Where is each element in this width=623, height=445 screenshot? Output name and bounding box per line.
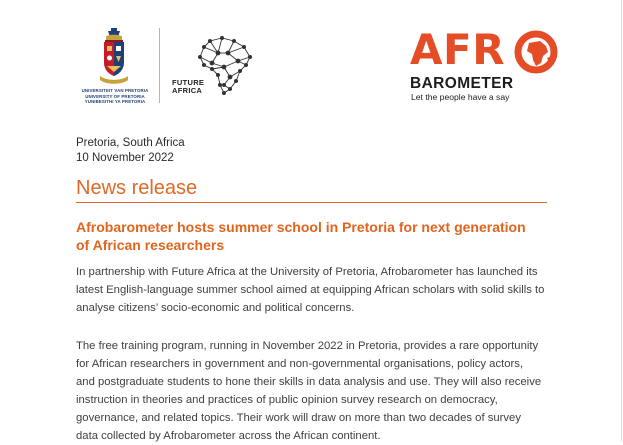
paragraph-2-line: instruction in theories and practices of public opinion survey research on democracy, [76,394,498,406]
future-africa-logo [168,35,258,103]
up-name-text [76,88,154,105]
afrobarometer-logo [410,25,560,103]
paragraph-1-line: latest English-language summer school aimed at equipping African scholars with solid skills to [76,284,545,296]
afrobarometer-wordmark: AFR [410,25,506,74]
future-africa-line-2: AFRICA [172,85,203,95]
africa-circle-icon [514,30,558,74]
paragraph-2-line: The free training program, running in November 2022 in Pretoria, provides a rare opportunity [76,340,539,352]
headline-line-2: of African researchers [76,237,225,253]
paragraph-2 [76,337,556,445]
logo-divider [159,28,160,103]
paragraph-1 [76,263,556,317]
paragraph-1-line: In partnership with Future Africa at the University of Pretoria, Afrobarometer has launched its [76,266,538,278]
paragraph-2-line: and postgraduate students to hone their skills in data analysis and use. They will also receive [76,376,542,388]
up-name-line-2: UNIVERSITY OF PRETORIA [85,93,145,99]
up-crest-icon [98,28,130,86]
future-africa-text [172,79,204,94]
future-africa-line-1: FUTURE [172,78,205,87]
up-name-line-3: YUNIBESITHI YA PRETORIA [84,99,146,105]
university-of-pretoria-logo [76,28,154,108]
afrobarometer-barometer-text: BAROMETER [410,75,514,92]
up-name-line-1: UNIVERSITEIT VAN PRETORIA [81,88,149,93]
headline-line-1: Afrobarometer hosts summer school in Pretoria for next generation [76,219,526,235]
paragraph-2-line: for African researchers in government and non-governmental organisations, policy actors, [76,358,524,370]
dateline [76,136,185,165]
headline [76,218,556,254]
title-underline [76,202,547,203]
paragraph-2-line: governance, and related topics. Their work will draw on more than two decades of survey [76,412,521,424]
dateline-place: Pretoria, South Africa [76,137,185,149]
paragraph-2-line: data collected by Afrobarometer across the African continent. [76,430,381,442]
afrobarometer-tagline: Let the people have a say [411,92,510,102]
dateline-date: 10 November 2022 [76,151,174,164]
paragraph-1-line: analyse citizens’ socio-economic and political concerns. [76,302,355,314]
news-release-label: News release [76,177,198,199]
